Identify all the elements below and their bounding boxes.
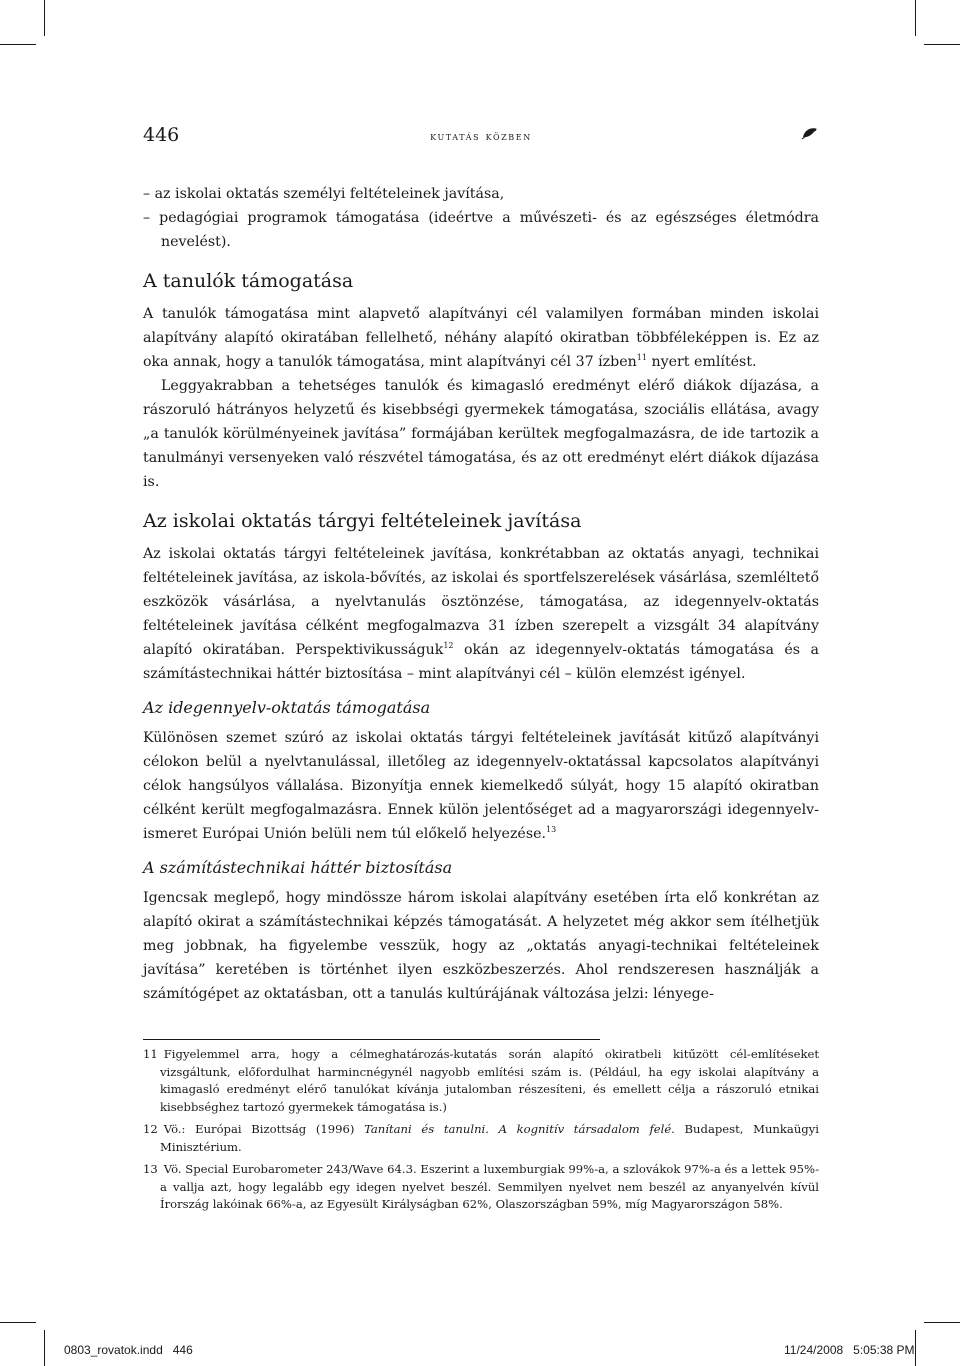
crop-mark xyxy=(915,0,916,36)
footnote xyxy=(143,1121,819,1156)
crop-mark xyxy=(44,0,45,36)
paragraph: Igencsak meglepő, hogy mindössze három iskolai alapítvány esetében írta elő konkrétan az alapító okirat a számítástechnikai képzés támogatását. A helyzetet még akkor sem ítélhetjük meg jobbnak, ha figyelembe vesszük, hogy az „oktatás anyagi-technikai feltételeinek javítása” keretében is történhet ilyen eszközbeszerzés. Ahol rendszeresen használják a számítógépet az oktatásban, ott a tanulás kultúrájának változása jelzi: lényege- xyxy=(143,890,819,1002)
crop-mark xyxy=(924,44,960,45)
slug-timestamp: 11/24/2008 5:05:38 PM xyxy=(784,1343,915,1357)
section-heading: Az iskolai oktatás tárgyi feltételeinek javítása xyxy=(143,510,582,532)
paragraph-text: Különösen szemet szúró az iskolai oktatás tárgyi feltételeinek javítását kitűző alapítványi célokon belül a nyelvtanulással, illetőleg az idegennyelv-oktatással kapcsolatos alapítványi célok hangsúlyos vállalása. Bizonyítja ennek kiemelkedő súlyát, hogy 15 alapító okiratban célként került megfogalmazásra. Ennek külön jelentőséget ad a magyarországi idegennyelv-ismeret Európai Unión belüli nem túl előkelő helyezése. xyxy=(143,730,819,842)
paragraph xyxy=(143,726,819,846)
running-head xyxy=(143,124,819,152)
leaf-ornament-icon xyxy=(801,124,819,145)
main-text xyxy=(143,182,819,1006)
footnote-separator xyxy=(143,1039,600,1040)
list-item: – az iskolai oktatás személyi feltételeinek javítása, xyxy=(143,186,505,202)
crop-mark xyxy=(44,1330,45,1366)
paragraph: Leggyakrabban a tehetséges tanulók és kimagasló eredményt elérő diákok díjazása, a rászoruló hátrányos helyzetű és kisebbségi gyermekek támogatása, szociális ellátása, avagy „a tanulók körülményeinek javítása” formájában kerültek megfogalmazásra, de ide tartozik a tanulmányi versenyeken való részvétel támogatása, és az ott eredményt elért diákok díjazása is. xyxy=(143,378,819,490)
footnote-book-title: Tanítani és tanulni. A kognitív társadalom felé. xyxy=(364,1122,675,1136)
footnote-ref: 13 xyxy=(546,825,557,834)
section-heading: A tanulók támogatása xyxy=(143,270,354,292)
footnote-number: 12 xyxy=(143,1122,158,1136)
footnote-number: 11 xyxy=(143,1047,158,1061)
intro-list xyxy=(143,182,819,254)
footnote-text: Budapest, Munkaügyi Minisztérium. xyxy=(160,1122,819,1154)
subsection-heading: Az idegennyelv-oktatás támogatása xyxy=(143,698,431,717)
paragraph-text: A tanulók támogatása mint alapvető alapítványi cél valamilyen formában minden iskolai alapítvány alapító okiratában fellelhető, néhány alapító okiratban többféleképpen is. Ez az oka annak, hogy a tanulók támogatása, mint alapítványi cél 37 ízben xyxy=(143,306,819,370)
footnote-text: Vö.: Európai Bizottság (1996) xyxy=(163,1122,365,1136)
footnote xyxy=(143,1046,819,1116)
paragraph xyxy=(143,542,819,686)
page-number: 446 xyxy=(143,124,180,146)
paragraph-text: nyert említést. xyxy=(646,354,757,370)
crop-mark xyxy=(0,1322,36,1323)
paragraph-text: okán az idegennyelv-oktatás támogatása és a számítástechnikai háttér biztosítása – mint alapítványi cél – külön elemzést igényel. xyxy=(143,642,819,682)
subsection-heading: A számítástechnikai háttér biztosítása xyxy=(143,858,453,877)
crop-mark xyxy=(0,44,36,45)
footnote-text: Figyelemmel arra, hogy a célmeghatározás-kutatás során alapító okiratbeli kitűzött cél-említéseket vizsgáltunk, előfordulhat harmincnégynél nagyobb említési szám is. (Például, ha egy iskolai alapítvány a kimagasló eredményt elérő tanulókat kívánja jutalomban részesíteni, és emellett célja a rászoruló etnikai kisebbséghez tartozó gyermekek támogatása is.) xyxy=(160,1047,819,1114)
paragraph-text: Az iskolai oktatás tárgyi feltételeinek javítása, konkrétabban az oktatás anyagi, technikai feltételeinek javítása, az iskola-bővítés, az iskolai és sportfelszerelések vásárlása, szemléltető eszközök vásárlása, a nyelvtanulás ösztönzése, támogatása, az idegennyelv-oktatás feltételeinek javítása célként megfogalmazva 31 ízben szerepelt a vizsgált 34 alapítvány alapító okiratában. Perspektivikusságuk xyxy=(143,546,819,658)
list-item: – pedagógiai programok támogatása (ideértve a művészeti- és az egészséges életmódra nevelést). xyxy=(143,210,819,250)
footnote xyxy=(143,1161,819,1214)
footnote-text: Vö. Special Eurobarometer 243/Wave 64.3. Eszerint a luxemburgiak 99%-a, a szlovákok 97%-a és a lettek 95%-a vallja azt, hogy legalább egy idegen nyelvet beszél. Semmilyen nyelvet nem beszél az anyanyelvén kívül Írország lakóinak 66%-a, az Egyesült Királyságban 62%, Olaszországban 59%, míg Magyarországon 58%. xyxy=(160,1162,819,1211)
footnote-ref: 11 xyxy=(636,353,647,362)
paragraph xyxy=(143,302,819,374)
footnote-number: 13 xyxy=(143,1162,158,1176)
footnotes xyxy=(143,1046,819,1219)
running-section-title: kutatás közben xyxy=(430,129,532,143)
slug-file: 0803_rovatok.indd 446 xyxy=(64,1343,193,1357)
crop-mark xyxy=(915,1330,916,1366)
footnote-ref: 12 xyxy=(443,641,454,650)
crop-mark xyxy=(924,1322,960,1323)
